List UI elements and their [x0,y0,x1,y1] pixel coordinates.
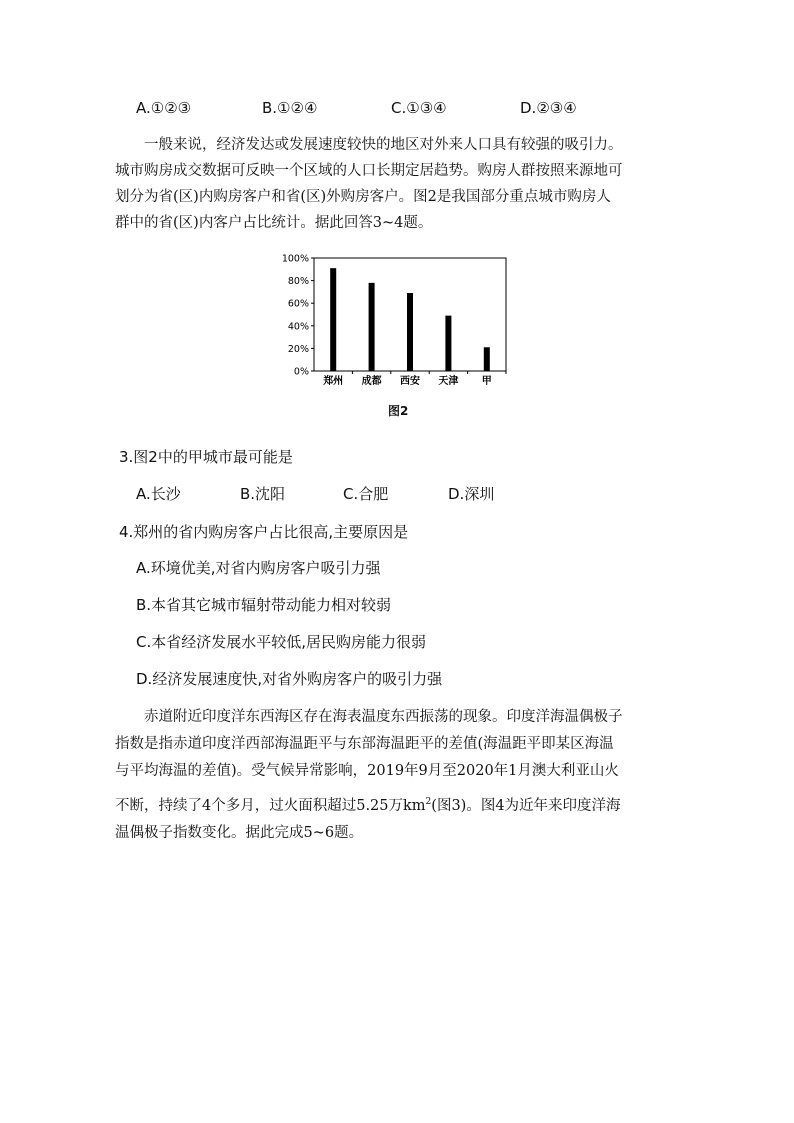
ocean-paragraph [115,704,685,847]
option-b: B.①②④ [262,99,318,117]
x-tick-label: 成都 [361,376,382,387]
option-c: C.①③④ [391,99,447,117]
intro-line: 城市购房成交数据可反映一个区域的人口长期定居趋势。购房人群按照来源地可 [115,163,623,179]
ocean-line-4-text: 不断，持续了4个多月，过火面积超过5.25万km [115,797,426,814]
bar [369,283,375,371]
q3-option-a: A.长沙 [136,485,181,503]
bar [484,347,490,371]
x-tick-label: 甲 [481,376,492,387]
y-tick-label: 100% [281,253,309,265]
q3-option-d: D.深圳 [448,485,495,503]
q4-option-c: C.本省经济发展水平较低,居民购房能力很弱 [136,633,427,651]
figure-2-chart [278,250,518,400]
superscript-2: 2 [425,797,432,807]
y-tick-label: 80% [287,276,309,288]
ocean-line [115,789,685,820]
intro-line: 划分为省(区)内购房客户和省(区)外购房客户。图2是我国部分重点城市购房人 [115,189,611,205]
ocean-line: 赤道附近印度洋东西海区存在海表温度东西振荡的现象。印度洋海温偶极子 [144,709,623,725]
question-4-stem: 4.郑州的省内购房客户占比很高,主要原因是 [119,523,409,541]
ocean-line: 指数是指赤道印度洋西部海温距平与东部海温距平的差值(海温距平即某区海温 [115,736,614,752]
intro-paragraph [115,132,685,236]
option-d: D.②③④ [520,99,577,117]
x-tick-label: 西安 [400,376,420,387]
q3-option-c: C.合肥 [343,485,389,503]
y-tick-label: 0% [293,366,309,378]
q4-option-d: D.经济发展速度快,对省外购房客户的吸引力强 [136,670,443,688]
bar-chart-svg [278,250,518,400]
x-tick-label: 天津 [438,376,459,387]
bar [330,268,336,371]
previous-question-options [0,99,794,121]
ocean-line: 与平均海温的差值)。受气候异常影响，2019年9月至2020年1月澳大利亚山火 [115,763,619,779]
figure-caption: 图2 [388,404,409,418]
intro-line: 群中的省(区)内客户占比统计。据此回答3~4题。 [115,215,433,231]
ocean-line-4-tail: (图3)。图4为近年来印度洋海 [431,797,621,814]
y-tick-label: 40% [287,321,309,333]
q4-option-b: B.本省其它城市辐射带动能力相对较弱 [136,596,392,614]
y-tick-label: 60% [287,298,309,310]
q4-option-a: A.环境优美,对省内购房客户吸引力强 [136,559,381,577]
option-a: A.①②③ [136,99,192,117]
bar [407,293,413,371]
q3-option-b: B.沈阳 [240,485,286,503]
ocean-line: 温偶极子指数变化。据此完成5~6题。 [115,824,364,841]
bar [445,316,451,371]
y-tick-label: 20% [287,343,309,355]
intro-line: 一般来说，经济发达或发展速度较快的地区对外来人口具有较强的吸引力。 [144,137,623,153]
question-3-stem: 3.图2中的甲城市最可能是 [119,448,293,466]
x-tick-label: 郑州 [323,376,344,387]
